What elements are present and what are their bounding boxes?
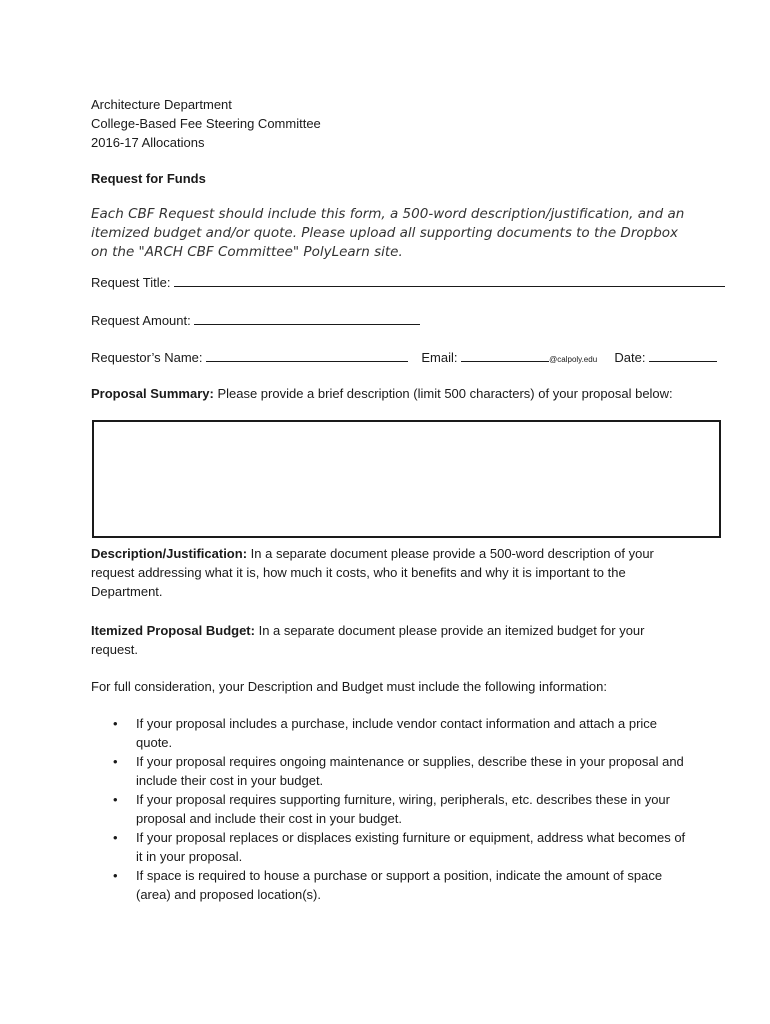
consideration-text: For full consideration, your Description and Budget must include the following information: (91, 679, 607, 694)
description-label: Description/Justification: (91, 546, 248, 561)
description-text: In a separate document please provide a 500-word description of your request addressing what it is, how much it costs, who it benefits and why it is important to the Department. (91, 546, 654, 599)
proposal-summary-prompt (91, 386, 673, 401)
request-title-label: Request Title: (91, 275, 171, 290)
list-item (91, 866, 691, 904)
bullet-icon: • (113, 868, 118, 883)
proposal-summary-label: Proposal Summary: (91, 386, 214, 401)
list-item (91, 752, 691, 790)
request-title-row (91, 273, 725, 290)
committee-name: College-Based Fee Steering Committee (91, 116, 321, 131)
budget-label: Itemized Proposal Budget: (91, 623, 255, 638)
requestor-name-field[interactable] (206, 348, 408, 362)
form-title: Request for Funds (91, 171, 206, 186)
list-item (91, 828, 691, 866)
document-header (91, 95, 321, 152)
bullet-icon: • (113, 830, 118, 845)
email-field[interactable] (461, 348, 549, 362)
description-section (91, 544, 691, 601)
list-item-text: If your proposal requires ongoing maintenance or supplies, describe these in your proposal and include their cost in your budget. (136, 754, 684, 788)
list-item-text: If your proposal includes a purchase, include vendor contact information and attach a price quote. (136, 716, 658, 750)
list-item (91, 714, 691, 752)
list-item-text: If your proposal requires supporting furniture, wiring, peripherals, etc. describes these in your proposal and include their cost in your budget. (136, 792, 670, 826)
bullet-icon: • (113, 754, 118, 769)
email-label: Email: (421, 350, 458, 365)
email-domain: @calpoly.edu (549, 355, 598, 364)
intro-instructions: Each CBF Request should include this form, a 500-word description/justification, and an itemized budget and/or quote. Please upload all supporting documents to the Dropbox on the "ARCH CBF Committee" PolyLearn site. (91, 206, 685, 260)
request-amount-field[interactable] (194, 311, 420, 325)
bullet-icon: • (113, 792, 118, 807)
list-item (91, 790, 691, 828)
request-title-field[interactable] (174, 273, 725, 287)
budget-text: In a separate document please provide an itemized budget for your request. (91, 623, 645, 657)
list-item-text: If space is required to house a purchase or support a position, indicate the amount of space (area) and proposed location(s). (136, 868, 663, 902)
allocation-year: 2016-17 Allocations (91, 135, 205, 150)
date-field[interactable] (649, 348, 717, 362)
request-amount-row (91, 311, 420, 328)
proposal-summary-text: Please provide a brief description (limit 500 characters) of your proposal below: (213, 386, 673, 401)
proposal-summary-input[interactable] (92, 420, 721, 538)
date-label: Date: (614, 350, 646, 365)
bullet-icon: • (113, 716, 118, 731)
request-amount-label: Request Amount: (91, 313, 191, 328)
requestor-row (91, 348, 717, 365)
requirements-list (91, 714, 691, 904)
budget-section (91, 621, 691, 659)
department-name: Architecture Department (91, 97, 232, 112)
list-item-text: If your proposal replaces or displaces existing furniture or equipment, address what becomes of it in your proposal. (136, 830, 686, 864)
requestor-name-label: Requestor’s Name: (91, 350, 203, 365)
